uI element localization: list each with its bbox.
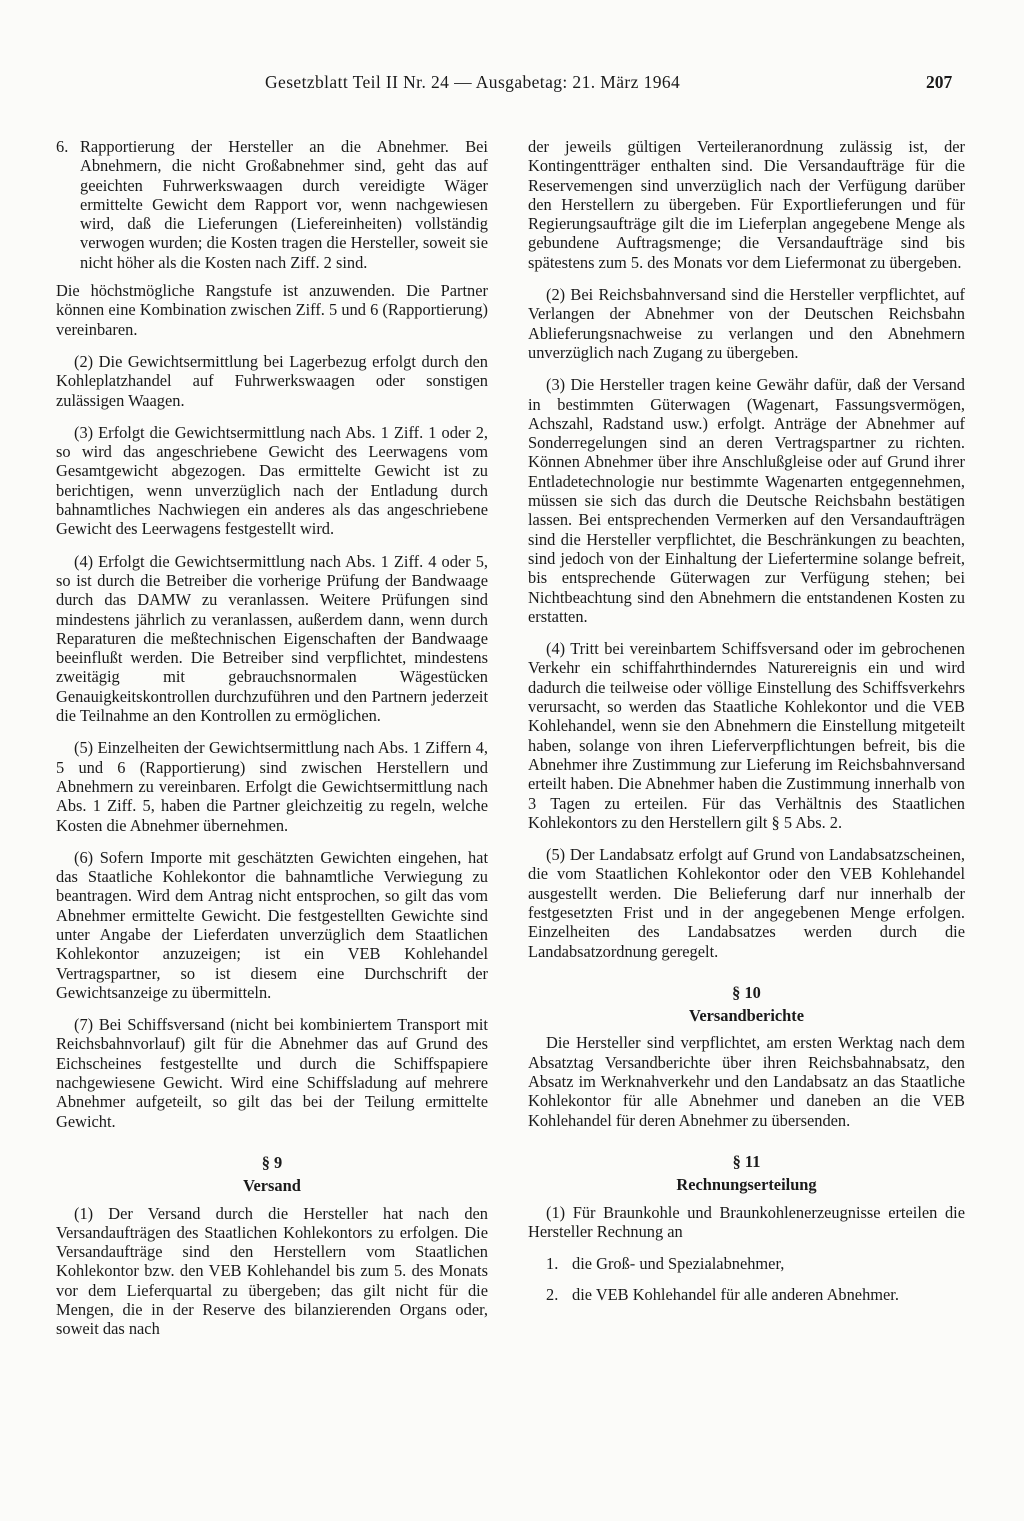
- page-header: [0, 72, 1024, 102]
- header-title: Gesetzblatt Teil II Nr. 24 — Ausgabetag: 21. März 1964: [265, 72, 681, 92]
- section-10-title: Versandberichte: [688, 1006, 805, 1026]
- list-item: [528, 1254, 965, 1273]
- section-11-number: § 11: [732, 1151, 761, 1171]
- section-9-paragraph-2: (2) Bei Reichsbahnversand sind die Hersteller verpflichtet, auf Verlangen der Abnehmer von der Deutschen Reichsbahn Ablieferungsnachweise zu verlangen und den Abnehmern unverzüglich nach Zugang zu übergeben.: [528, 285, 965, 362]
- list-item-text: die Groß- und Spezialabnehmer,: [572, 1254, 785, 1274]
- list-item-number: 1.: [546, 1254, 559, 1274]
- page-number: 207: [926, 72, 953, 92]
- section-11-paragraph-1: (1) Für Braunkohle und Braunkohlenerzeugnisse erteilen die Hersteller Rechnung an: [528, 1202, 965, 1241]
- item-text: Rapportierung der Hersteller an die Abnehmer. Bei Abnehmern, die nicht Großabnehmer sind, geht das auf geeichten Fuhrwerkswaagen durch vereidigte Wäger ermittelte Gewicht dem Rapport vor, wenn nachgewiesen wird, daß die Lieferungen (Liefereinheiten) vollständig verwogen wurden; die Kosten tragen die Hersteller, soweit sie nicht höher als die Kosten nach Ziff. 2 sind.: [80, 137, 488, 272]
- section-9-number: § 9: [261, 1152, 283, 1172]
- paragraph-3: (3) Erfolgt die Gewichtsermittlung nach Abs. 1 Ziff. 1 oder 2, so wird das angeschriebene Gewicht des Leerwagens vom Gesamtgewicht abgezogen. Das ermittelte Gewicht ist zu berichtigen, wenn unverzüglich nach der Entladung durch bahnamtliches Nachwiegen ein anderes als das angeschriebene Gewicht des Leerwagens festgestellt wird.: [56, 422, 488, 539]
- list-item-number: 2.: [546, 1285, 559, 1305]
- list-item-6: [56, 137, 488, 272]
- section-10-paragraph: Die Hersteller sind verpflichtet, am ersten Werktag nach dem Absatztag Versandberichte über ihren Reichsbahnabsatz, den Absatz im Werknahverkehr und den Landabsatz an das Staatliche Kohlekontor für alle Abnehmer und daneben an die VEB Kohlehandel für deren Abnehmer zu übersenden.: [528, 1033, 965, 1130]
- paragraph-6: (6) Sofern Importe mit geschätzten Gewichten eingehen, hat das Staatliche Kohlekontor die bahnamtliche Verwiegung zu beantragen. Wird dem Antrag nicht entsprochen, so gilt das vom Abnehmer ermittelte Gewicht. Die festgestellten Gewichte sind unter Angabe der Lieferdaten unverzüglich dem Staatlichen Kohlekontor anzuzeigen; ist ein VEB Kohlehandel Vertragspartner, so ist diesem eine Durchschrift der Gewichtsanzeige zu übermitteln.: [56, 847, 488, 1002]
- paragraph-continued: der jeweils gültigen Verteileranordnung zulässig ist, der Kontingentträger enthalten sind. Die Versandaufträge für die Reservemengen sind unverzüglich nach der Verfügung darüber den Herstellern zu übergeben. Für Exportlieferungen und für Regierungsaufträge gilt die im Lieferplan angegebene Menge als gebundene Auftragsmenge; die Versandaufträge sind bis spätestens zum 5. des Monats vor dem Liefermonat zu übergeben.: [528, 137, 965, 272]
- paragraph-2: (2) Die Gewichtsermittlung bei Lagerbezug erfolgt durch den Kohleplatzhandel auf Fuhrwerkswaagen oder sonstigen zulässigen Waagen.: [56, 351, 488, 410]
- section-11-title: Rechnungserteilung: [676, 1175, 817, 1195]
- item-number: 6.: [56, 137, 69, 156]
- paragraph-5: (5) Einzelheiten der Gewichtsermittlung nach Abs. 1 Ziffern 4, 5 und 6 (Rapportierung) sind zwischen Herstellern und Abnehmern zu vereinbaren. Erfolgt die Gewichtsermittlung nach Abs. 1 Ziff. 5, haben die Partner gleichzeitig zu regeln, welche Kosten die Abnehmer übernehmen.: [56, 738, 488, 835]
- section-9-paragraph-5: (5) Der Landabsatz erfolgt auf Grund von Landabsatzscheinen, die vom Staatlichen Kohlekontor oder den VEB Kohlehandel ausgestellt werden. Die Belieferung darf nur innerhalb der festgesetzten Frist und in der angegebenen Menge erfolgen. Einzelheiten des Landabsatzes werden durch die Landabsatzordnung geregelt.: [528, 845, 965, 961]
- paragraph-rangstufe: Die höchstmögliche Rangstufe ist anzuwenden. Die Partner können eine Kombination zwischen Ziff. 5 und 6 (Rapportierung) vereinbaren.: [56, 281, 488, 339]
- section-9-title: Versand: [243, 1176, 301, 1196]
- section-9-paragraph-1: (1) Der Versand durch die Hersteller hat nach den Versandaufträgen des Staatlichen Kohlekontors zu erfolgen. Die Versandaufträge sind den Herstellern vom Staatlichen Kohlekontor bzw. den VEB Kohlehandel bis zum 5. des Monats vor dem Lieferquartal zu übergeben; das gilt nicht für die Mengen, die in der Reserve des bilanzierenden Organs oder, soweit das nach: [56, 1203, 488, 1339]
- paragraph-7: (7) Bei Schiffsversand (nicht bei kombiniertem Transport mit Reichsbahnvorlauf) gilt für die Abnehmer das auf Grund des Eichscheines festgestellte und durch die Schiffspapiere nachgewiesene Gewicht. Wird eine Schiffsladung auf mehrere Abnehmer aufgeteilt, so gilt das bei der Teilung ermittelte Gewicht.: [56, 1015, 488, 1131]
- section-9-paragraph-4: (4) Tritt bei vereinbartem Schiffsversand oder im gebrochenen Verkehr ein schiffahrthinderndes Naturereignis ein und wird dadurch die teilweise oder völlige Einstellung des Schiffsverkehrs verursacht, so werden das Staatliche Kohlekontor und die VEB Kohlehandel, wenn sie den Abnehmern die Einstellung mitgeteilt haben, solange von ihren Lieferverpflichtungen befreit, bis die Abnehmer ihre Zustimmung zur Lieferung im Reichsbahnversand erteilt haben. Die Abnehmer haben die Zustimmung innerhalb von 3 Tagen zu erteilen. Für das Verhältnis des Staatlichen Kohlekontors zu den Herstellern gilt § 5 Abs. 2.: [528, 639, 965, 832]
- left-column: [56, 137, 488, 1352]
- right-column: [528, 137, 965, 1317]
- list-item: [528, 1285, 965, 1304]
- section-10-number: § 10: [732, 982, 761, 1002]
- section-9-paragraph-3: (3) Die Hersteller tragen keine Gewähr dafür, daß der Versand in bestimmten Güterwagen (Wagenart, Fassungsvermögen, Achszahl, Radstand usw.) erfolgt. Anträge der Abnehmer auf Sonderregelungen sind an deren Vertragspartner zu richten. Können Abnehmer über ihre Anschlußgleise oder auf Grund ihrer Entladetechnologie nur bestimmte Wagenarten entgegennehmen, müssen sie sich das durch die Deutsche Reichsbahn bestätigen lassen. Bei entsprechenden Vermerken auf den Versandaufträgen sind die Hersteller verpflichtet, die Beschränkungen zu beachten, sind jedoch von der Einhaltung der Liefertermine solange befreit, bis entsprechende Güterwagen zur Verfügung stehen; bei Nichtbeachtung sind den Abnehmern die entstandenen Kosten zu erstatten.: [528, 375, 965, 626]
- list-item-text: die VEB Kohlehandel für alle anderen Abnehmer.: [572, 1285, 899, 1305]
- paragraph-4: (4) Erfolgt die Gewichtsermittlung nach Abs. 1 Ziff. 4 oder 5, so ist durch die Betreiber die vorherige Prüfung der Bandwaage durch das DAMW zu veranlassen. Weitere Prüfungen sind mindestens jährlich zu veranlassen, außerdem dann, wenn durch Reparaturen die meßtechnischen Eigenschaften der Bandwaage beeinflußt werden. Die Betreiber sind verpflichtet, mindestens zweitägig mit gebrauchsnormalen Wägestücken Genauigkeitskontrollen durchzuführen und den Partnern jederzeit die Teilnahme an den Kontrollen zu ermöglichen.: [56, 551, 488, 726]
